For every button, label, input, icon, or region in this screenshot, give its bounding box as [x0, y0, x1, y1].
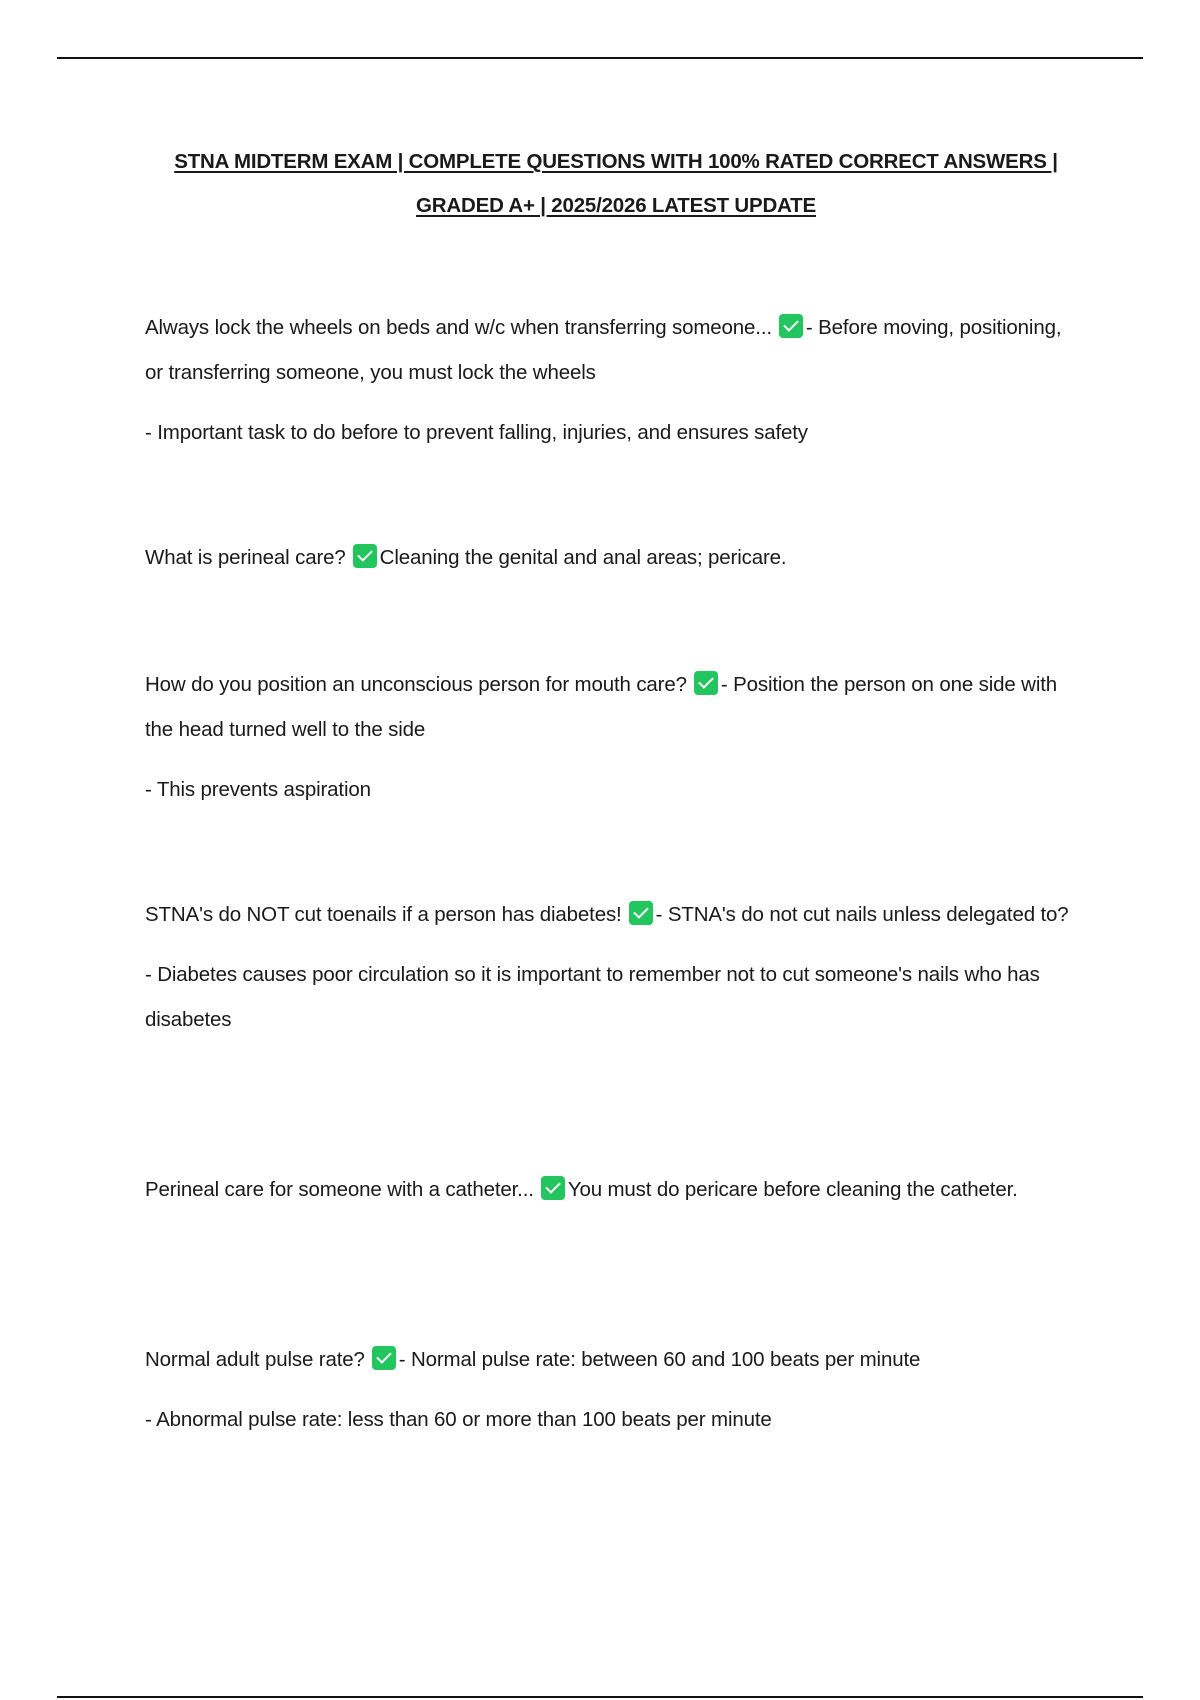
qa-item-2: [145, 535, 1080, 580]
qa-question-answer: [145, 1337, 1080, 1382]
check-mark-icon: [694, 671, 718, 695]
check-mark-icon: [353, 544, 377, 568]
bottom-rule: [57, 1696, 1143, 1698]
qa-item-6: [145, 1337, 1080, 1442]
qa-note: - Diabetes causes poor circulation so it is important to remember not to cut someone's nails who has disabetes: [145, 963, 1040, 1031]
qa-answer: You must do pericare before cleaning the catheter.: [567, 1178, 1018, 1201]
check-mark-icon: [541, 1176, 565, 1200]
qa-item-5: [145, 1167, 1080, 1212]
qa-note: - This prevents aspiration: [145, 778, 371, 801]
qa-item-1: [145, 305, 1080, 455]
qa-question-answer: [145, 662, 1080, 752]
qa-answer: - STNA's do not cut nails unless delegated to?: [655, 903, 1069, 926]
qa-question: Always lock the wheels on beds and w/c when transferring someone...: [145, 316, 772, 339]
check-mark-icon: [779, 314, 803, 338]
qa-answer: - Before moving, positioning, or transferring someone, you must lock the wheels: [145, 316, 1062, 384]
qa-note: - Abnormal pulse rate: less than 60 or more than 100 beats per minute: [145, 1408, 772, 1431]
qa-answer: - Position the person on one side with the head turned well to the side: [145, 673, 1058, 741]
check-mark-icon: [629, 901, 653, 925]
qa-question: Normal adult pulse rate?: [145, 1348, 365, 1371]
qa-answer: Cleaning the genital and anal areas; pericare.: [379, 546, 787, 569]
check-mark-icon: [372, 1346, 396, 1370]
qa-question-answer: [145, 305, 1080, 395]
qa-question: Perineal care for someone with a catheter...: [145, 1178, 534, 1201]
qa-item-4: [145, 892, 1080, 1042]
qa-answer: - Normal pulse rate: between 60 and 100 beats per minute: [398, 1348, 921, 1371]
qa-question-answer: [145, 892, 1080, 937]
document-title: [150, 140, 1082, 228]
qa-question-answer: [145, 535, 1080, 580]
title-line-2: GRADED A+ | 2025/2026 LATEST UPDATE: [416, 194, 816, 217]
qa-item-3: [145, 662, 1080, 812]
qa-question: STNA's do NOT cut toenails if a person has diabetes!: [145, 903, 622, 926]
title-line-1: STNA MIDTERM EXAM | COMPLETE QUESTIONS WITH 100% RATED CORRECT ANSWERS |: [174, 150, 1058, 173]
top-rule: [57, 57, 1143, 59]
qa-question: What is perineal care?: [145, 546, 346, 569]
qa-question-answer: [145, 1167, 1080, 1212]
qa-question: How do you position an unconscious person for mouth care?: [145, 673, 687, 696]
qa-note: - Important task to do before to prevent falling, injuries, and ensures safety: [145, 421, 808, 444]
